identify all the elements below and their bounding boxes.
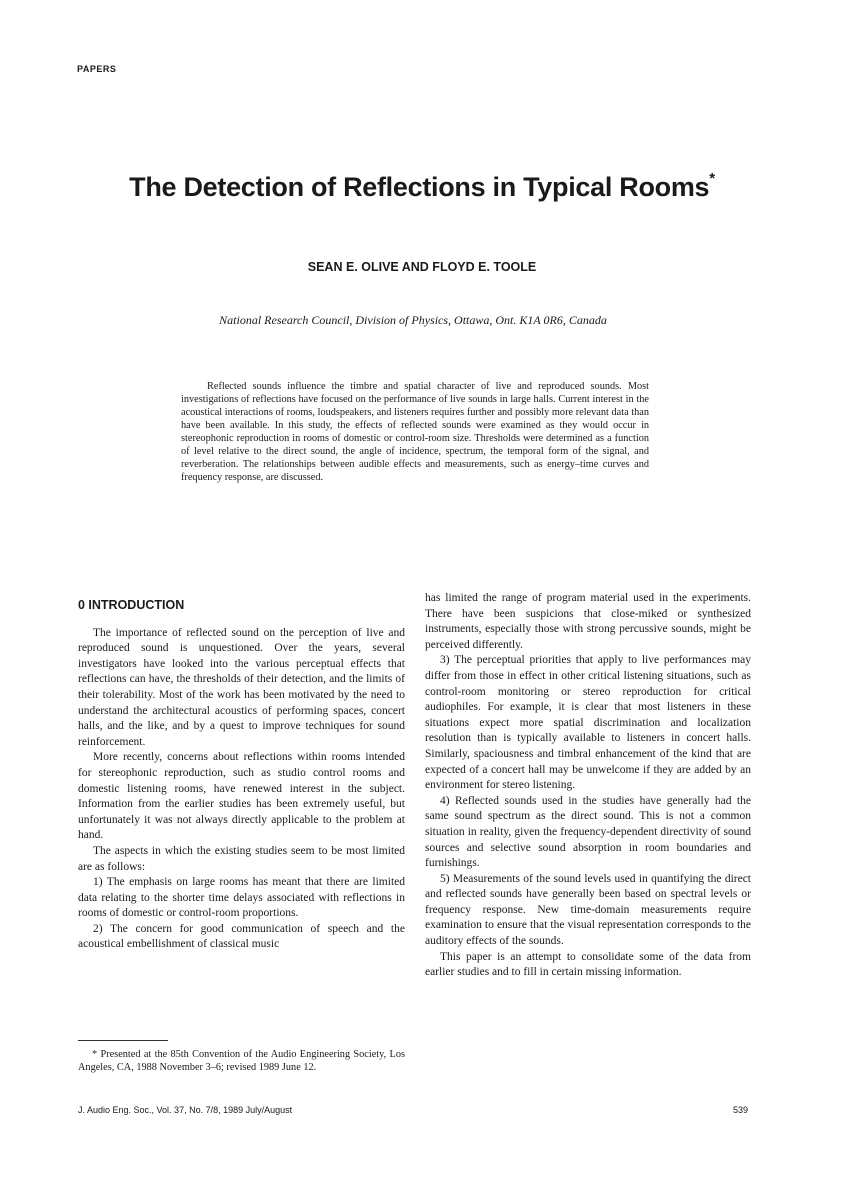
body-paragraph: 3) The perceptual priorities that apply to live performances may differ from those in effect in other critical listening situations, such as control-room monitoring or stereo reproduction for critical audiophiles. For example, it is clear that most listeners in these situations expect more spatial discrimination and localization resolution than is typically available to listeners in concert halls. Similarly, spaciousness and timbral enhancement of the kind that are expected of a concert hall may be unwelcome if they are added by an environment for stereo listening. [425, 654, 751, 792]
body-paragraph: 4) Reflected sounds used in the studies have generally had the same sound spectrum as the direct sound. This is not a common situation in reality, given the frequency-dependent directivity of sound sources and selective sound absorption in room boundaries and furnishings. [425, 794, 751, 870]
journal-citation: J. Audio Eng. Soc., Vol. 37, No. 7/8, 1989 July/August [78, 1105, 293, 1115]
authors: SEAN E. OLIVE AND FLOYD E. TOOLE [307, 260, 537, 274]
body-paragraph: 5) Measurements of the sound levels used in quantifying the direct and reflected sounds have generally been based on spectral levels or frequency response. New time-domain measurements require examination to ensure that the visual representation corresponds to the auditory effects of the sounds. [425, 872, 751, 948]
footnote-rule [78, 1040, 168, 1041]
running-head: PAPERS [77, 64, 117, 74]
section-heading: 0 INTRODUCTION [78, 598, 185, 612]
body-paragraph: 2) The concern for good communication of speech and the acoustical embellishment of classical music [78, 922, 405, 951]
abstract: Reflected sounds influence the timbre and spatial character of live and reproduced sounds. Most investigations of reflections have focused on the performance of live sounds in large halls. Current interest in the acoustical interactions of rooms, loudspeakers, and listeners requires further and possibly more relevant data than have been available. In this study, the effects of reflected sounds were examined as they would occur in stereophonic reproduction in rooms of domestic or control-room size. Thresholds were determined as a function of level relative to the direct sound, the angle of incidence, spectrum, the temporal form of the signal, and reverberation. The relationships between audible effects and measurements, such as energy–time curves and frequency response, are discussed. [181, 381, 649, 483]
paper-title-text: The Detection of Reflections in Typical Rooms [129, 172, 710, 202]
right-column [425, 591, 751, 981]
body-paragraph: More recently, concerns about reflections within rooms intended for stereophonic reproduction, such as studio control rooms and domestic listening rooms, have renewed interest in the subject. Information from the earlier studies has been extremely useful, but unfortunately it was not always directly applicable to the problem at hand. [78, 751, 405, 842]
body-paragraph: The aspects in which the existing studies seem to be most limited are as follows: [78, 844, 405, 873]
body-paragraph: 1) The emphasis on large rooms has meant that there are limited data relating to the shorter time delays associated with reflections in rooms of domestic or control-room proportions. [78, 876, 405, 920]
title-footnote-mark: * [709, 170, 715, 187]
body-paragraph: This paper is an attempt to consolidate some of the data from earlier studies and to fill in certain missing information. [425, 950, 751, 979]
footnote: * Presented at the 85th Convention of the Audio Engineering Society, Los Angeles, CA, 1988 November 3–6; revised 1989 June 12. [78, 1049, 405, 1073]
page-number: 539 [733, 1105, 749, 1115]
body-paragraph: The importance of reflected sound on the perception of live and reproduced sound is unquestioned. Over the years, several investigators have looked into the various perceptual effects that reflections can have, the thresholds of their detection, and the limits of their tolerability. Most of the work has been motivated by the need to understand the architectural acoustics of performing spaces, concert halls, and the like, and by a quest to improve techniques for sound reinforcement. [78, 626, 405, 748]
paper-title [0, 172, 844, 203]
body-paragraph: has limited the range of program material used in the experiments. There have been suspicions that close-miked or synthesized instruments, especially those with strong percussive sounds, might be perceived differently. [425, 592, 751, 651]
left-column [78, 598, 405, 953]
affiliation: National Research Council, Division of Physics, Ottawa, Ont. K1A 0R6, Canada [219, 313, 607, 327]
